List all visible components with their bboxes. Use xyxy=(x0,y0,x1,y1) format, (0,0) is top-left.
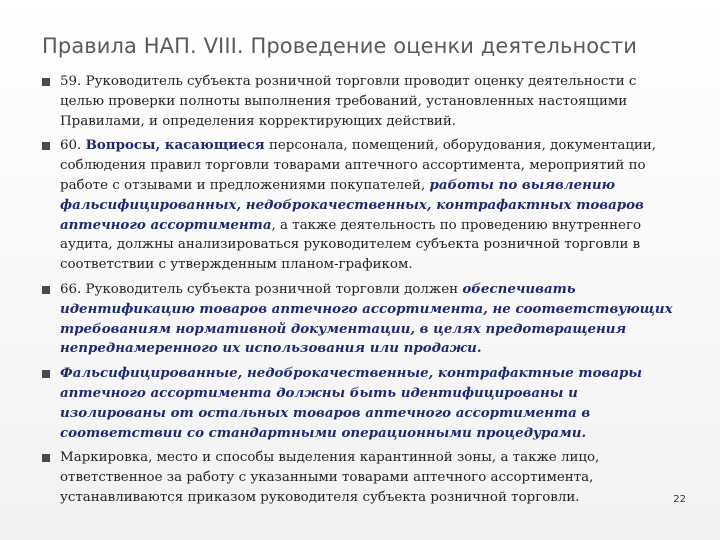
bullet-item-66 xyxy=(42,280,682,359)
clause-text: 66. Руководитель субъекта розничной торговли должен xyxy=(60,281,463,297)
clause-text: персонала, помещений, оборудования, документации, соблюдения правил торговли товарами аптечного ассортимента, мероприятий по работе с отзывами и предложениями покупателей, xyxy=(60,138,657,193)
clause-text: Маркировка, место и способы выделения карантинной зоны, а также лицо, ответственное за работу с указанными товарами аптечного ассортимента, устанавливаются приказом руководителя субъекта розничной торговли. xyxy=(60,450,600,505)
clause-text: , а также деятельность по проведению внутреннего аудита, должны анализироваться руководителем субъекта розничной торговли в соответствии с утвержденным планом-графиком. xyxy=(60,217,642,273)
bullet-item-falsified xyxy=(42,364,682,443)
highlight-text: работы по выявлению фальсифицированных, недоброкачественных, контрафактных товаров аптечного ассортимента xyxy=(60,176,644,233)
square-bullet-icon xyxy=(42,370,50,378)
square-bullet-icon xyxy=(42,142,50,150)
bullet-text xyxy=(60,282,673,356)
bullet-text xyxy=(60,74,636,129)
bullet-item-marking xyxy=(42,448,682,507)
highlight-text: Вопросы, касающиеся xyxy=(85,137,265,154)
highlight-text: обеспечивать идентификацию товаров аптечного ассортимента, не соответствующих требованиям нормативной документации, в целях предотвращения непреднамеренного их использования или продажи. xyxy=(60,280,673,357)
bullet-text xyxy=(60,138,656,272)
bullet-list xyxy=(42,72,682,513)
clause-number: 59. xyxy=(60,74,86,89)
square-bullet-icon xyxy=(42,454,50,462)
bullet-item-59 xyxy=(42,72,682,131)
square-bullet-icon xyxy=(42,78,50,86)
clause-number: 60. xyxy=(60,138,86,154)
square-bullet-icon xyxy=(42,286,50,294)
page-number: 22 xyxy=(673,494,686,505)
slide-title: Правила НАП. VIII. Проведение оценки деятельности xyxy=(42,34,637,58)
highlight-text: Фальсифицированные, недоброкачественные, контрафактные товары аптечного ассортимента должны быть идентифицированы и изолированы от остальных товаров аптечного ассортимента в соответствии со стандартными операционными процедурами. xyxy=(60,365,642,441)
bullet-item-60 xyxy=(42,136,682,275)
clause-text: Руководитель субъекта розничной торговли проводит оценку деятельности с целью проверки полноты выполнения требований, установленных настоящими Правилами, и определения корректирующих действий. xyxy=(60,74,637,129)
